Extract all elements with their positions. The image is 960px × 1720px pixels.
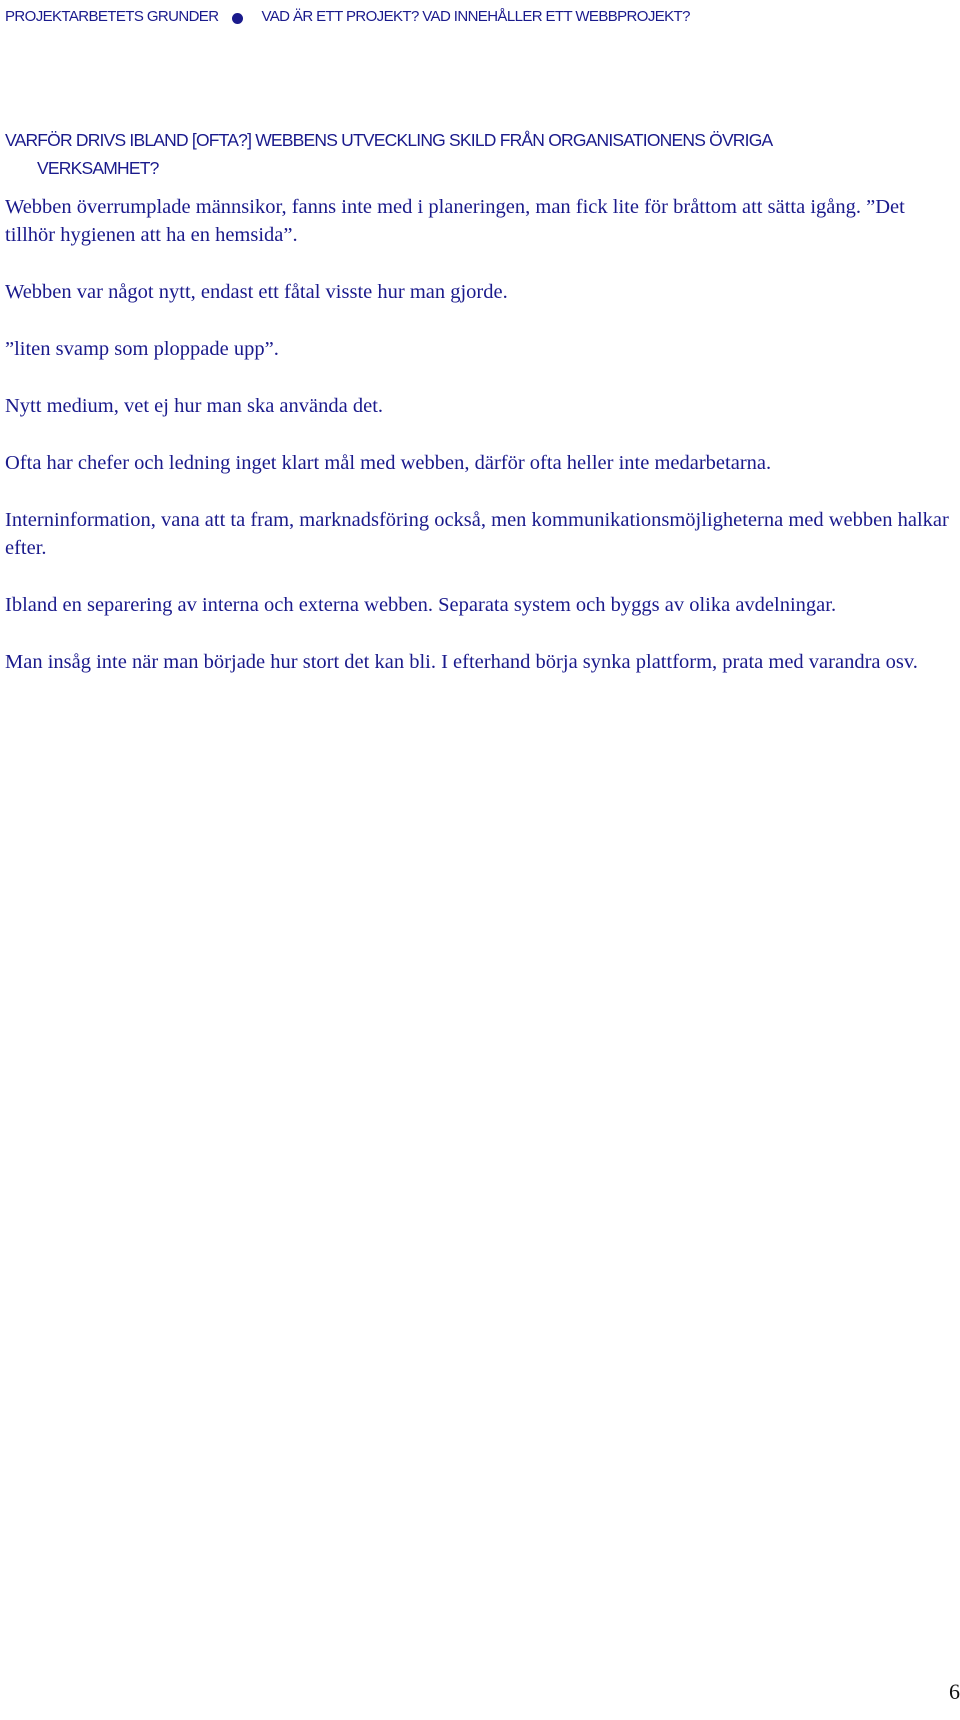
section-heading-line2: VERKSAMHET? <box>37 158 159 178</box>
bullet-icon <box>232 13 243 24</box>
paragraph: ”liten svamp som ploppade upp”. <box>5 338 279 360</box>
paragraph: Nytt medium, vet ej hur man ska använda det. <box>5 395 384 417</box>
paragraph: Ibland en separering av interna och externa webben. Separata system och byggs av olika avdelningar. <box>5 594 837 616</box>
paragraph: Interninformation, vana att ta fram, marknadsföring också, men kommunikationsmöjligheterna med webben halkar efter. <box>5 509 949 559</box>
paragraph: Webben överrumplade männsikor, fanns inte med i planeringen, man fick lite för bråttom att sätta igång. ”Det tillhör hygienen att ha en hemsida”. <box>5 196 905 246</box>
section-heading-line1: VARFÖR DRIVS IBLAND [OFTA?] WEBBENS UTVECKLING SKILD FRÅN ORGANISATIONENS ÖVRIGA <box>5 130 773 150</box>
body-text <box>5 193 950 705</box>
page-number: 6 <box>949 1679 960 1704</box>
header-right-title: VAD ÄR ETT PROJEKT? VAD INNEHÅLLER ETT WEBBPROJEKT? <box>261 8 690 25</box>
paragraph: Man insåg inte när man började hur stort det kan bli. I efterhand börja synka plattform, prata med varandra osv. <box>5 651 918 673</box>
header-left-title: PROJEKTARBETETS GRUNDER <box>5 8 219 25</box>
running-header <box>5 8 690 25</box>
paragraph: Ofta har chefer och ledning inget klart mål med webben, därför ofta heller inte medarbetarna. <box>5 452 772 474</box>
paragraph: Webben var något nytt, endast ett fåtal visste hur man gjorde. <box>5 281 508 303</box>
section-heading <box>5 126 935 182</box>
